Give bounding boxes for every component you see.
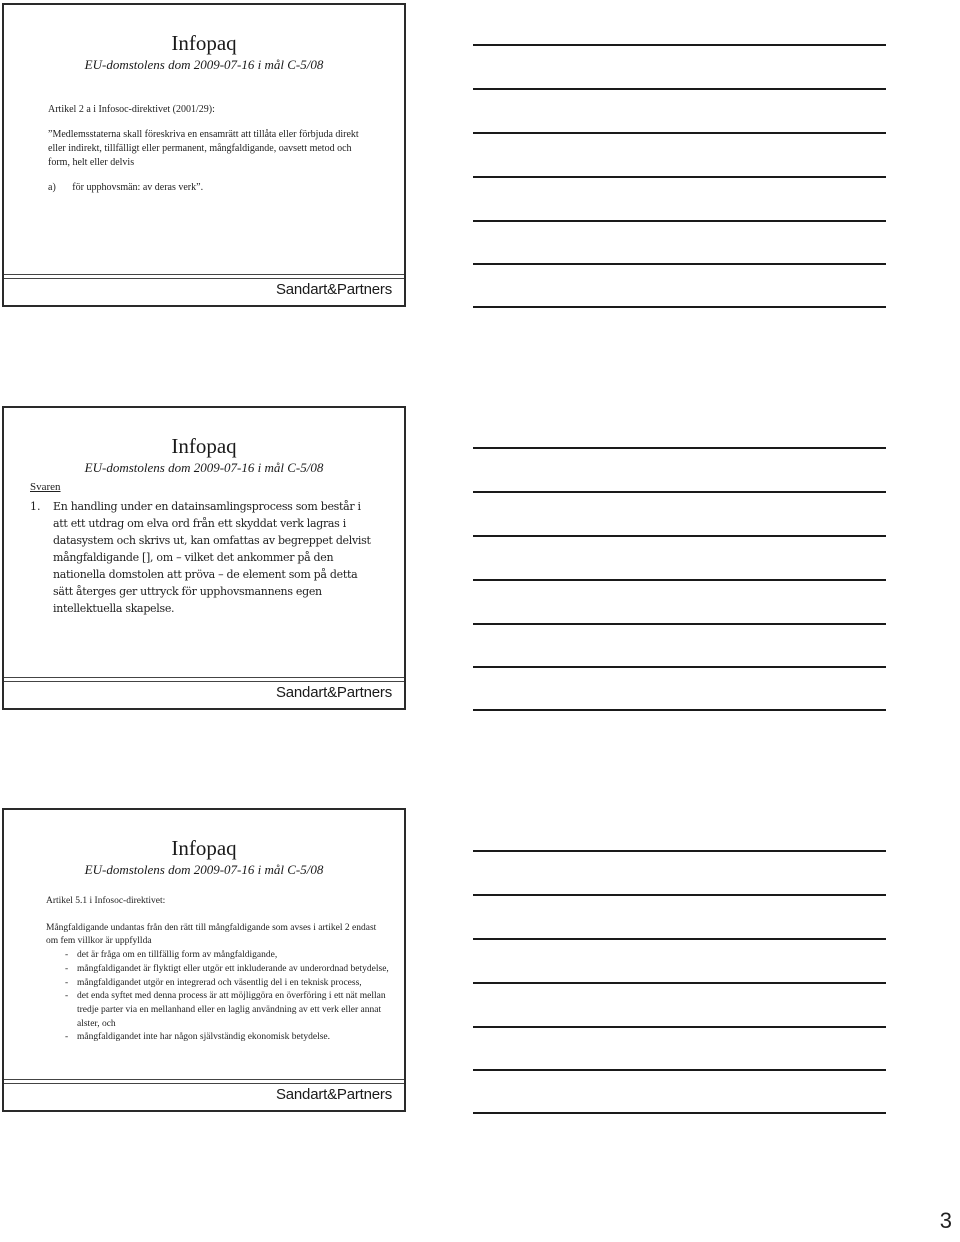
notes-line <box>473 88 886 90</box>
sandart-partners-logo: Sandart&Partners <box>275 684 392 701</box>
notes-line <box>473 579 886 581</box>
slide-1 <box>2 3 406 307</box>
slide-footer <box>4 274 404 305</box>
item-text: för upphovsmän: av deras verk”. <box>72 182 204 193</box>
slide-footer <box>4 677 404 708</box>
list-item: - det är fråga om en tillfällig form av mångfaldigande, <box>46 949 390 963</box>
slide-body <box>46 895 390 1045</box>
slide-footer <box>4 1079 404 1110</box>
notes-line <box>473 1026 886 1028</box>
footer-rule <box>4 278 404 279</box>
list-item: - mångfaldigandet inte har någon självständig ekonomisk betydelse. <box>46 1031 390 1045</box>
notes-line <box>473 447 886 449</box>
footer-rule <box>4 681 404 682</box>
notes-line <box>473 1069 886 1071</box>
answer-item <box>30 498 378 617</box>
slide-body <box>48 103 374 195</box>
notes-line <box>473 894 886 896</box>
notes-line <box>473 491 886 493</box>
slide-3 <box>2 808 406 1112</box>
article-quote: ”Medlemsstaterna skall föreskriva en ensamrätt att tillåta eller förbjuda direkt eller indirekt, tillfälligt eller permanent, mångfaldigande, oavsett metod och form, helt eller delvis <box>48 129 359 168</box>
item-marker: a) <box>48 182 56 193</box>
article-heading: Artikel 5.1 i Infosoc-direktivet: <box>46 896 166 906</box>
slide-subtitle: EU-domstolens dom 2009-07-16 i mål C-5/08 <box>84 57 324 72</box>
article-item <box>48 181 374 195</box>
slide-title: Infopaq <box>171 31 237 55</box>
answer-text: En handling under en datainsamlingsprocess som består i att ett utdrag om elva ord från ett skyddat verk lagras i datasystem och skrivs ut, kan omfattas av begreppet delvist mångfaldigande [], om – vilket det ankommer på den nationella domstolen att pröva – de element som på detta sätt återges ger uttryck för upphovsmannens egen intellektuella skapelse. <box>53 500 371 615</box>
slide-title: Infopaq <box>171 836 237 860</box>
notes-line <box>473 1112 886 1114</box>
notes-line <box>473 850 886 852</box>
slide-title: Infopaq <box>171 434 237 458</box>
sandart-partners-logo: Sandart&Partners <box>275 1086 392 1103</box>
notes-line <box>473 535 886 537</box>
answers-label: Svaren <box>30 481 61 493</box>
slide-2 <box>2 406 406 710</box>
list-item: - det enda syftet med denna process är att möjliggöra en överföring i ett nät mellan tredje parter via en mellanhand eller en laglig användning av ett verk eller annat alster, och <box>46 990 390 1031</box>
notes-line <box>473 132 886 134</box>
notes-line <box>473 709 886 711</box>
notes-line <box>473 176 886 178</box>
notes-line <box>473 220 886 222</box>
sandart-partners-logo: Sandart&Partners <box>275 281 392 298</box>
notes-line <box>473 666 886 668</box>
slide-subtitle: EU-domstolens dom 2009-07-16 i mål C-5/08 <box>84 460 324 475</box>
notes-line <box>473 938 886 940</box>
footer-rule <box>4 1083 404 1084</box>
article-intro: Mångfaldigande undantas från den rätt till mångfaldigande som avses i artikel 2 endast om fem villkor är uppfyllda <box>46 922 377 947</box>
slide-subtitle: EU-domstolens dom 2009-07-16 i mål C-5/08 <box>84 862 324 877</box>
answer-number: 1. <box>30 500 41 513</box>
article-heading: Artikel 2 a i Infosoc-direktivet (2001/29): <box>48 104 215 115</box>
notes-line <box>473 263 886 265</box>
list-item: - mångfaldigandet utgör en integrerad och väsentlig del i en teknisk process, <box>46 977 390 991</box>
conditions-list <box>46 949 390 1045</box>
page-number: 3 <box>939 1208 952 1233</box>
notes-line <box>473 306 886 308</box>
notes-line <box>473 982 886 984</box>
notes-line <box>473 623 886 625</box>
notes-line <box>473 44 886 46</box>
list-item: - mångfaldigandet är flyktigt eller utgör ett inkluderande av underordnad betydelse, <box>46 963 390 977</box>
